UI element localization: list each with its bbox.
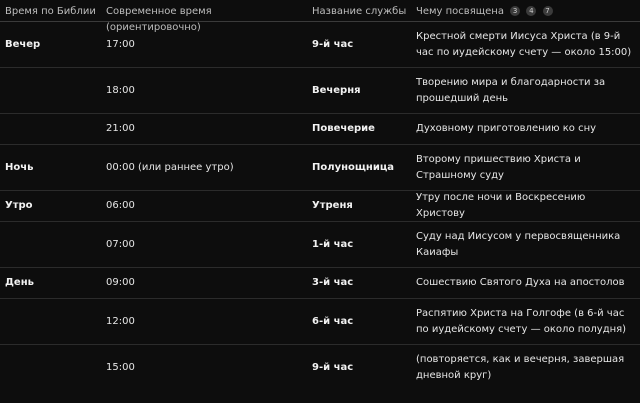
time-cell: 21:00 xyxy=(106,123,135,134)
dedication-cell: Второму пришествию Христа и Страшному суду xyxy=(416,153,581,181)
dedication-cell: Крестной смерти Иисуса Христа (в 9-й час по иудейскому счету — около 15:00) xyxy=(416,30,632,58)
time-cell: 00:00 (или раннее утро) xyxy=(106,161,234,173)
service-cell: Полунощница xyxy=(312,161,394,173)
table-row xyxy=(0,114,640,145)
period-cell: День xyxy=(5,277,34,288)
dedication-cell: Распятию Христа на Голгофе (в 6-й час по иудейскому счету — около полудня) xyxy=(416,307,627,335)
service-cell: 9-й час xyxy=(312,38,354,50)
period-cell: Ночь xyxy=(5,161,34,173)
header-bible-time: Время по Библии xyxy=(5,6,96,17)
table-row xyxy=(0,22,640,68)
header-dedication-label: Чему посвящена xyxy=(416,6,504,17)
time-cell: 06:00 xyxy=(106,200,135,211)
table-row xyxy=(0,191,640,222)
table-row xyxy=(0,345,640,391)
table-row xyxy=(0,145,640,191)
citation-badge[interactable]: 7 xyxy=(543,6,553,16)
dedication-cell: Утру после ночи и Воскресению Христову xyxy=(416,192,586,219)
table-row xyxy=(0,222,640,268)
header-dedication xyxy=(410,4,640,20)
service-cell: 6-й час xyxy=(312,315,354,327)
table-row xyxy=(0,299,640,345)
service-cell: Вечерня xyxy=(312,84,361,96)
header-service-name: Название службы xyxy=(312,6,407,17)
table-row xyxy=(0,68,640,114)
service-cell: Утреня xyxy=(312,200,353,211)
period-cell: Утро xyxy=(5,200,33,211)
citation-badge[interactable]: 3 xyxy=(510,6,520,16)
time-cell: 09:00 xyxy=(106,277,135,288)
time-cell: 18:00 xyxy=(106,84,135,96)
period-cell: Вечер xyxy=(5,38,41,50)
service-cell: 1-й час xyxy=(312,238,354,250)
dedication-cell: Сошествию Святого Духа на апостолов xyxy=(416,277,625,288)
dedication-cell: Суду над Иисусом у первосвященника Каиафы xyxy=(416,230,621,258)
dedication-cell: (повторяется, как и вечерня, завершая дневной круг) xyxy=(416,354,625,381)
service-cell: 3-й час xyxy=(312,277,354,288)
header-modern-time: Современное время (ориентировочно) xyxy=(106,6,212,33)
service-cell: Повечерие xyxy=(312,123,375,134)
time-cell: 07:00 xyxy=(106,238,135,250)
dedication-cell: Творению мира и благодарности за прошедший день xyxy=(416,76,606,104)
table-row xyxy=(0,268,640,299)
table-header-row xyxy=(0,0,640,33)
service-cell: 9-й час xyxy=(312,362,354,373)
time-cell: 17:00 xyxy=(106,38,135,50)
time-cell: 15:00 xyxy=(106,362,135,373)
time-cell: 12:00 xyxy=(106,315,135,327)
dedication-cell: Духовному приготовлению ко сну xyxy=(416,123,597,134)
citation-badge[interactable]: 4 xyxy=(526,6,536,16)
